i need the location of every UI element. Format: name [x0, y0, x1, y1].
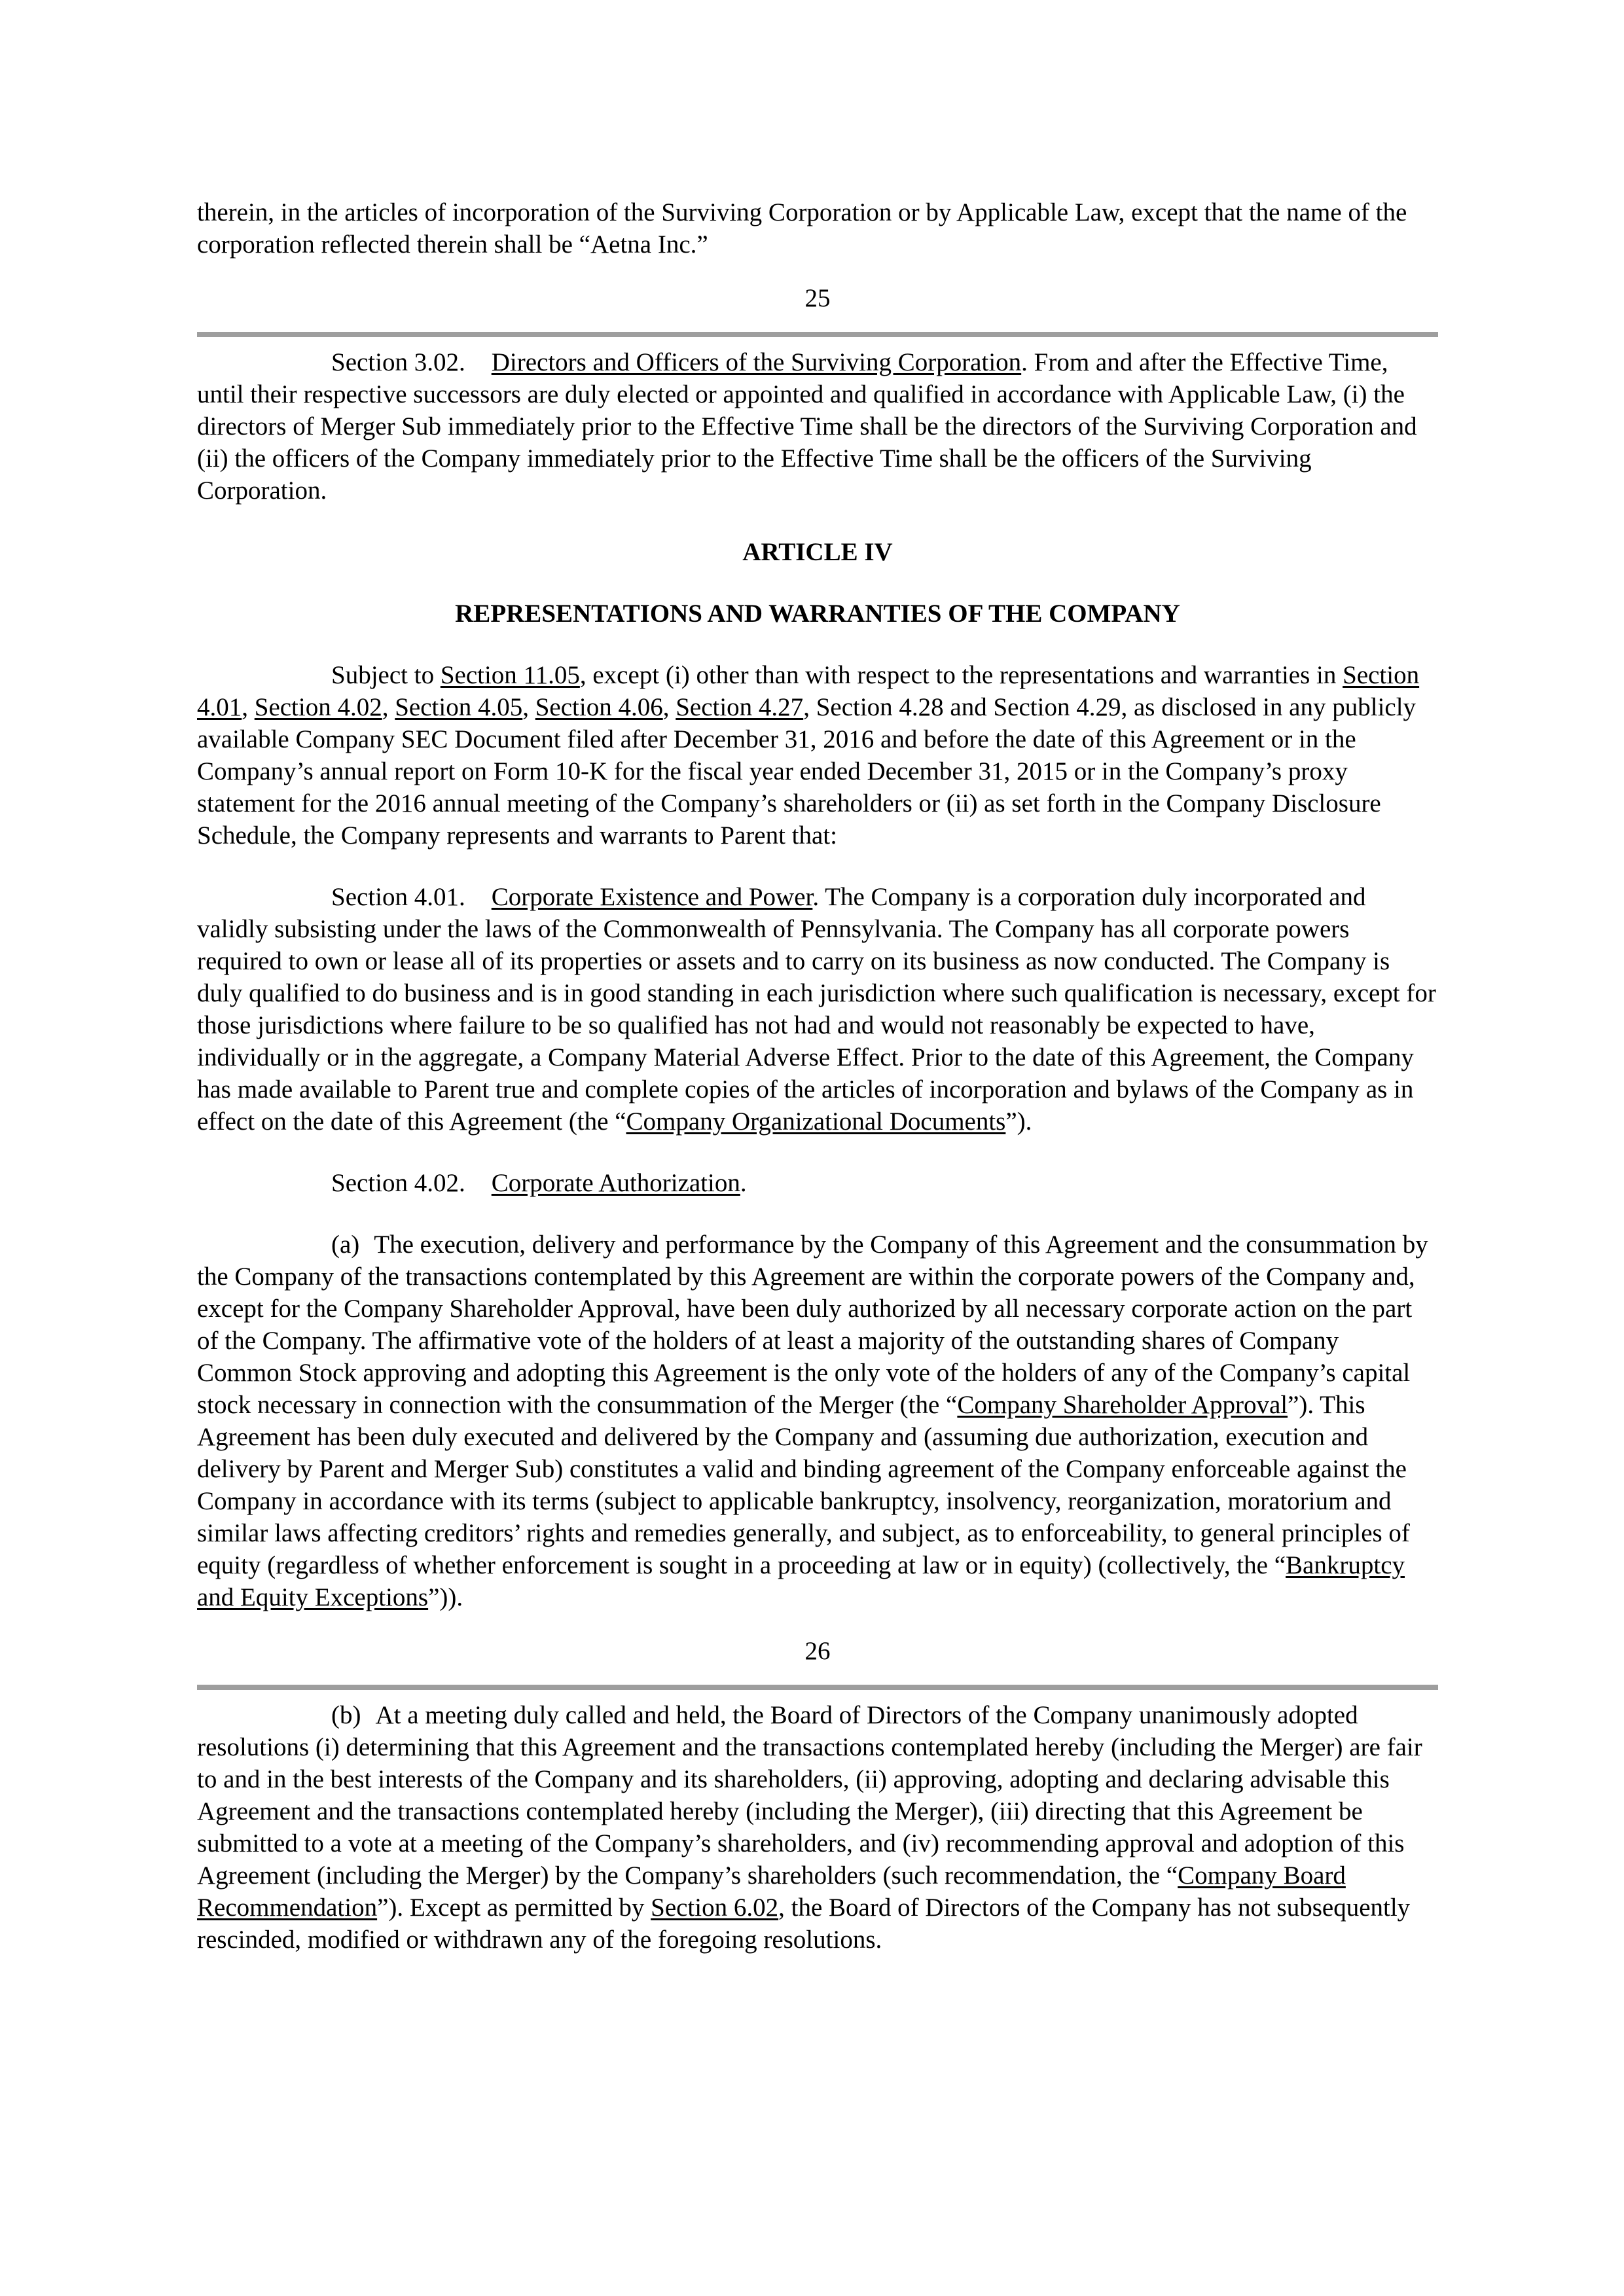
clause-label: (b) [331, 1701, 361, 1729]
cross-reference-link[interactable]: Section 11.05 [440, 661, 580, 689]
section-title: Directors and Officers of the Surviving Corporation [491, 348, 1022, 376]
clause-label: (a) [331, 1230, 360, 1259]
section-title: Corporate Existence and Power [491, 883, 813, 911]
section-body: ”). [1005, 1107, 1032, 1136]
section-body: . From and after the Effective Time, until their respective successors are duly elected or appointed and qualified in accordance with Applicable Law, (i) the directors of Merger Sub immediately prior to the Effective Time shall be the directors of the Surviving Corporation and (ii) the officers of the Company immediately prior to the Effective Time shall be the officers of the Surviving Corporation. [197, 348, 1417, 505]
intro-text: Subject to [331, 661, 441, 689]
section-4-02-heading [197, 1167, 1438, 1199]
defined-term: Company Organizational Documents [626, 1107, 1006, 1136]
section-number: Section 4.01. [331, 883, 465, 911]
clause-text: ”). Except as permitted by [377, 1893, 651, 1922]
article-subheading: REPRESENTATIONS AND WARRANTIES OF THE COMPANY [455, 600, 1180, 628]
cross-reference-link[interactable]: Section 4.01 [197, 661, 1420, 721]
cross-reference-link[interactable]: Section 4.02 [254, 693, 382, 721]
intro-text: , [242, 693, 255, 721]
page-25-tail-paragraph: therein, in the articles of incorporation of the Surviving Corporation or by Applicable Law, except that the name of the corporation reflected therein shall be “Aetna Inc.” [197, 198, 1407, 259]
page-number-26: 26 [804, 1637, 831, 1665]
section-body: . The Company is a corporation duly incorporated and validly subsisting under the laws of the Commonwealth of Pennsylvania. The Company has all corporate powers required to own or lease all of its properties or assets and to carry on its business as now conducted. The Company is duly qualified to do business and is in good standing in each jurisdiction where such qualification is necessary, except for those jurisdictions where failure to be so qualified has not had and would not reasonably be expected to have, individually or in the aggregate, a Company Material Adverse Effect. Prior to the date of this Agreement, the Company has made available to Parent true and complete copies of the articles of incorporation and bylaws of the Company as in effect on the date of this Agreement (the “ [197, 883, 1436, 1136]
section-4-02-b-paragraph [197, 1699, 1438, 1956]
section-number: Section 3.02. [331, 348, 465, 376]
clause-text: ”). This Agreement has been duly executed and delivered by the Company and (assuming due authorization, execution and delivery by Parent and Merger Sub) constitutes a valid and binding agreement of the Company enforceable against the Company in accordance with its terms (subject to applicable bankruptcy, insolvency, reorganization, moratorium and similar laws affecting creditors’ rights and remedies generally, and subject, as to enforceability, to general principles of equity (regardless of whether enforcement is sought in a proceeding at law or in equity) (collectively, the “ [197, 1391, 1410, 1579]
clause-text: The execution, delivery and performance by the Company of this Agreement and the consummation by the Company of the transactions contemplated by this Agreement are within the corporate powers of the Company and, except for the Company Shareholder Approval, have been duly authorized by all necessary corporate action on the part of the Company. The affirmative vote of the holders of at least a majority of the outstanding shares of Company Common Stock approving and adopting this Agreement is the only vote of the holders of any of the Company’s capital stock necessary in connection with the consummation of the Merger (the “ [197, 1230, 1428, 1419]
intro-text: , [522, 693, 535, 721]
intro-text: , Section 4.28 and Section 4.29, as disclosed in any publicly available Company SEC Document filed after December 31, 2016 and before the date of this Agreement or in the Company’s annual report on Form 10-K for the fiscal year ended December 31, 2015 or in the Company’s proxy statement for the 2016 annual meeting of the Company’s shareholders or (ii) as set forth in the Company Disclosure Schedule, the Company represents and warrants to Parent that: [197, 693, 1416, 850]
intro-text: , [662, 693, 676, 721]
page-break-rule [197, 332, 1438, 337]
section-4-02-a-paragraph [197, 1229, 1438, 1613]
document-page [197, 196, 1438, 1956]
defined-term: Company Shareholder Approval [957, 1391, 1288, 1419]
defined-term: Bankruptcy and Equity Exceptions [197, 1551, 1405, 1611]
cross-reference-link[interactable]: Section 4.05 [395, 693, 523, 721]
section-4-01-paragraph [197, 881, 1438, 1138]
page-number-25: 25 [804, 284, 831, 312]
cross-reference-link[interactable]: Section 4.06 [535, 693, 663, 721]
section-title: Corporate Authorization [491, 1169, 740, 1197]
article-heading: ARTICLE IV [742, 538, 893, 566]
section-title-end: . [740, 1169, 747, 1197]
page-break-rule [197, 1685, 1438, 1690]
clause-text: ”)). [428, 1583, 463, 1611]
clause-text: , the Board of Directors of the Company has not subsequently rescinded, modified or withdrawn any of the foregoing resolutions. [197, 1893, 1411, 1954]
section-number: Section 4.02. [331, 1169, 465, 1197]
intro-text: , [382, 693, 395, 721]
article-intro-paragraph [197, 659, 1438, 852]
cross-reference-link[interactable]: Section 4.27 [676, 693, 804, 721]
section-3-02-paragraph [197, 346, 1438, 507]
cross-reference-link[interactable]: Section 6.02 [651, 1893, 779, 1922]
clause-text: At a meeting duly called and held, the Board of Directors of the Company unanimously adopted resolutions (i) determining that this Agreement and the transactions contemplated hereby (including the Merger) are fair to and in the best interests of the Company and its shareholders, (ii) approving, adopting and declaring advisable this Agreement and the transactions contemplated hereby (including the Merger), (iii) directing that this Agreement be submitted to a vote at a meeting of the Company’s shareholders, and (iv) recommending approval and adoption of this Agreement (including the Merger) by the Company’s shareholders (such recommendation, the “ [197, 1701, 1422, 1890]
defined-term: Company Board Recommendation [197, 1861, 1346, 1922]
intro-text: , except (i) other than with respect to the representations and warranties in [579, 661, 1343, 689]
